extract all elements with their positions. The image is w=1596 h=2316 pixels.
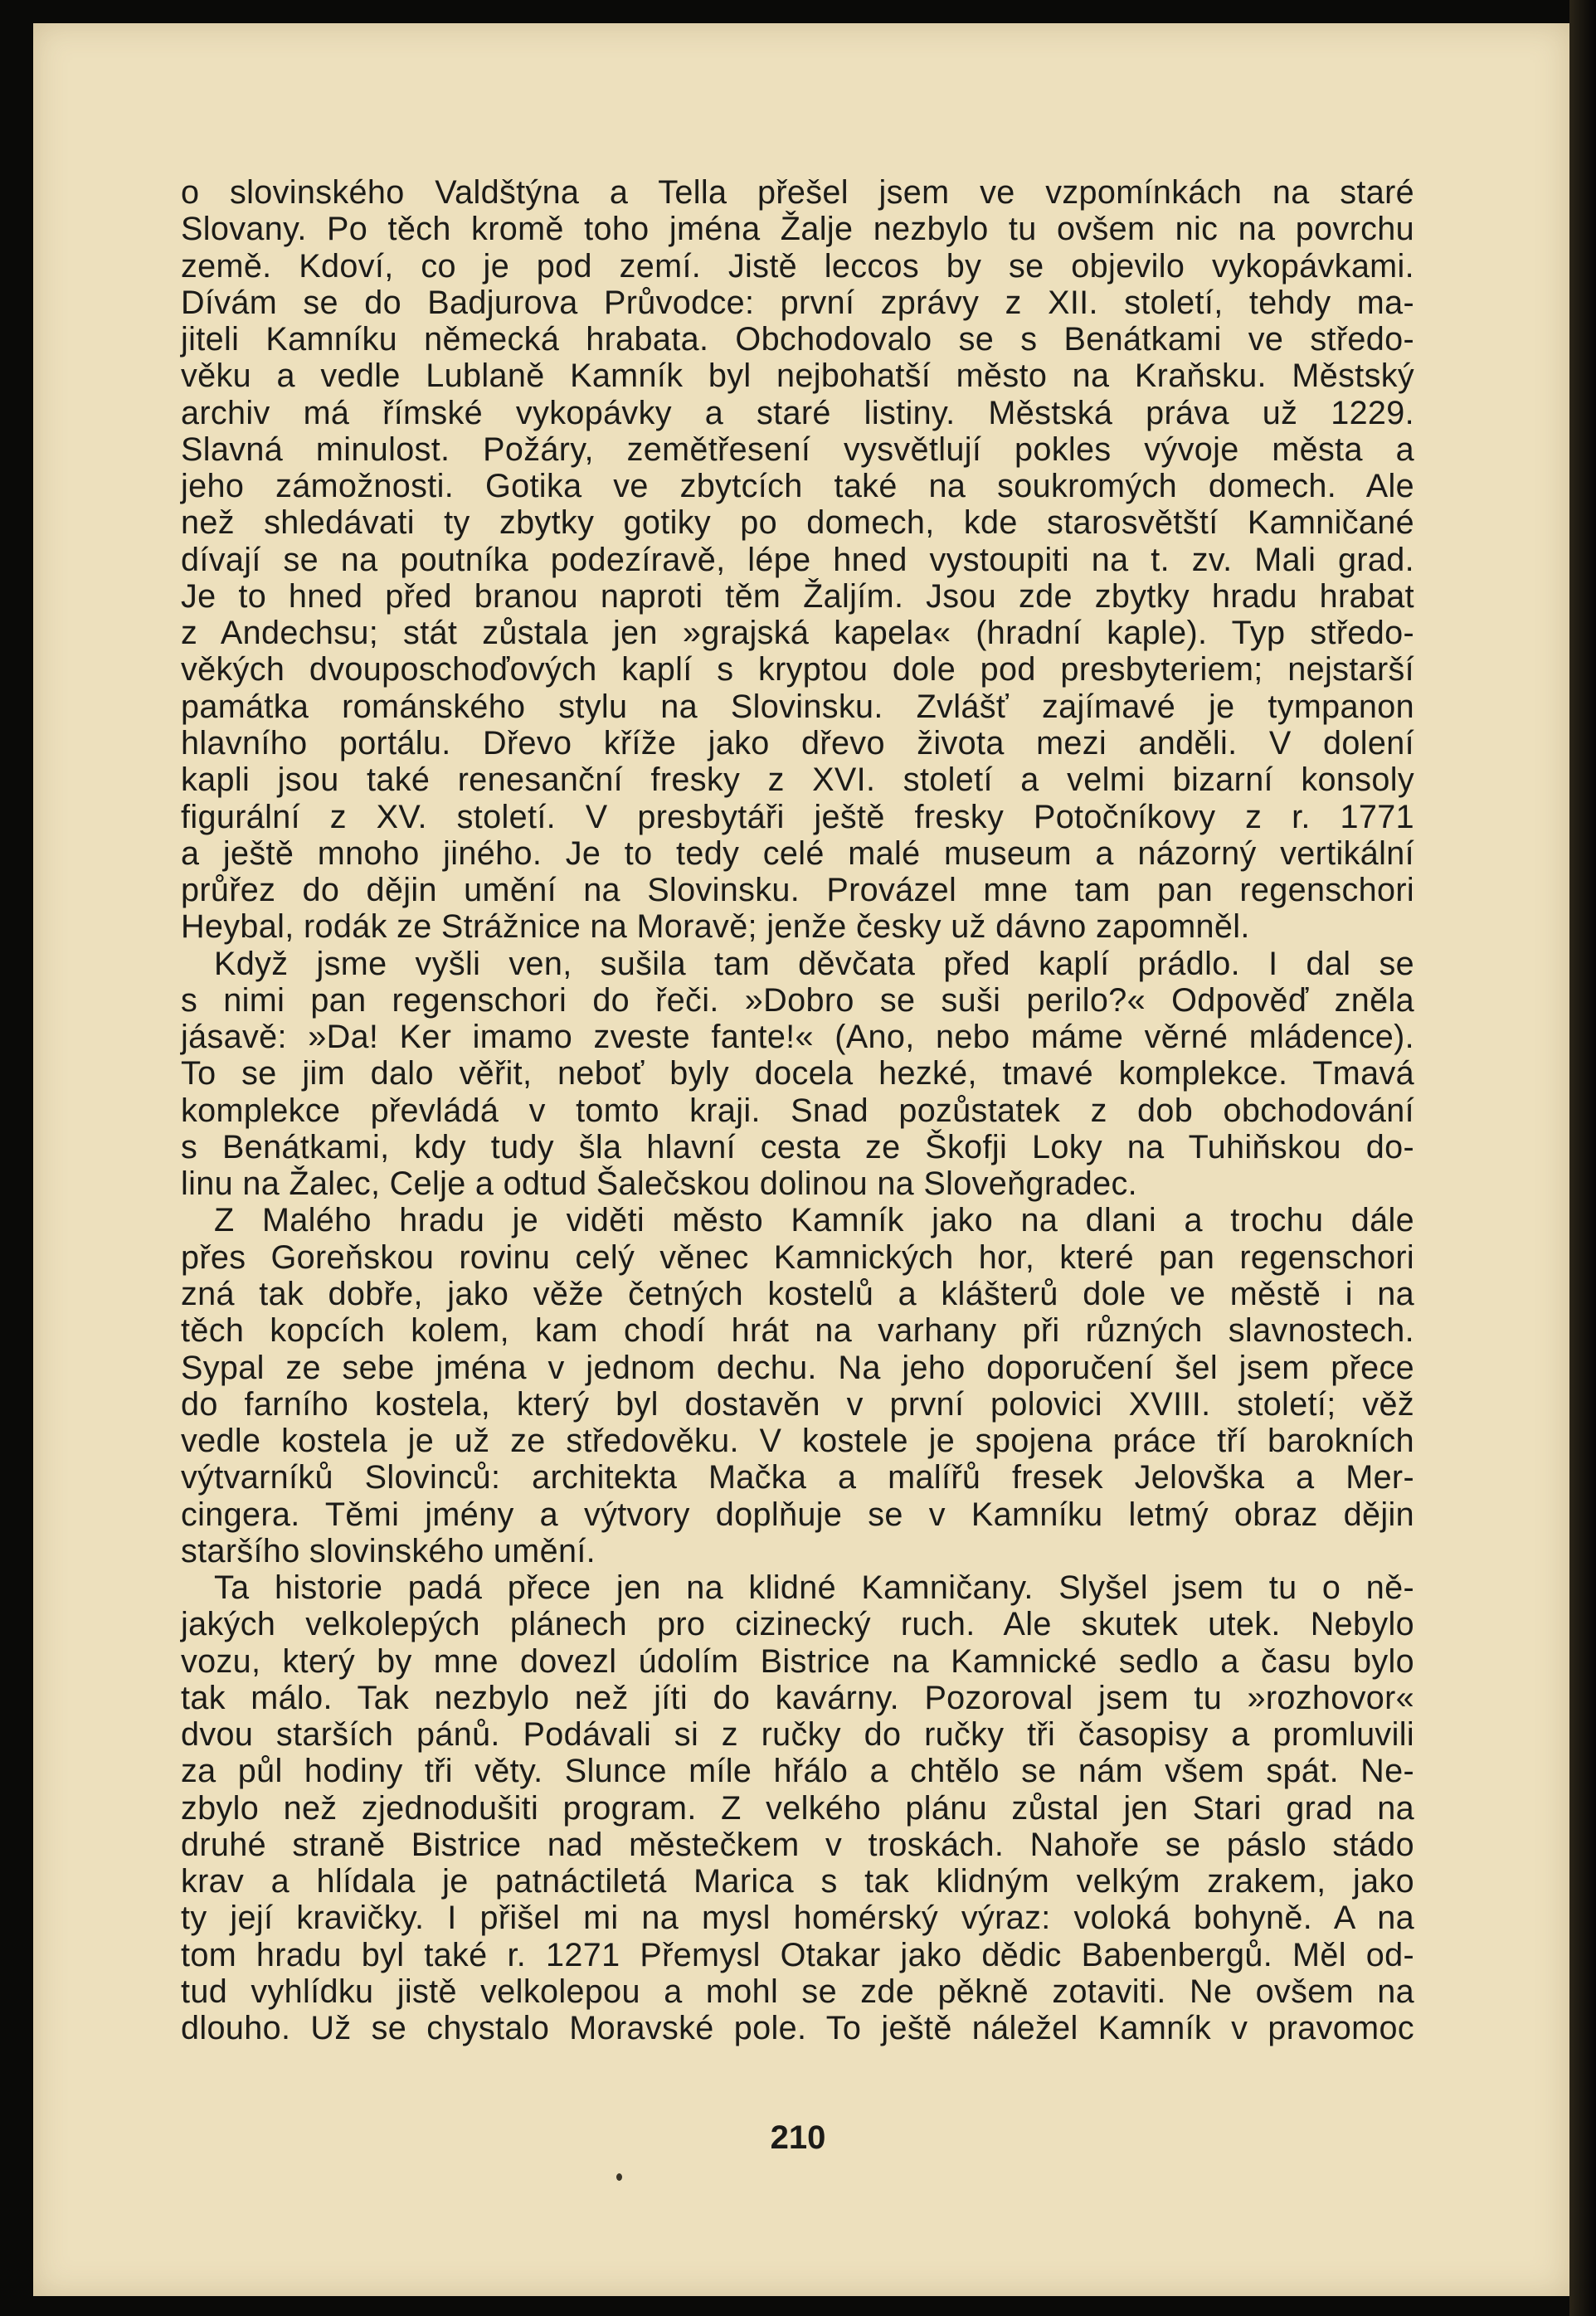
text-line: věku a vedle Lublaně Kamník byl nejbohatší město na Kraňsku. Městský [181,358,1414,395]
text-line: věkých dvouposchoďových kaplí s kryptou dole pod presbyteriem; nejstarší [181,651,1414,688]
text-line: Je to hned před branou naproti těm Žaljím. Jsou zde zbytky hradu hrabat [181,577,1414,615]
text-line: Ta historie padá přece jen na klidné Kamničany. Slyšel jsem tu o ně- [214,1569,1414,1607]
text-line: hlavního portálu. Dřevo kříže jako dřevo života mezi anděli. V dolení [181,724,1414,761]
text-line: z Andechsu; stát zůstala jen »grajská kapela« (hradní kaple). Typ středo- [181,615,1414,652]
text-line: dlouho. Už se chystalo Moravské pole. To ještě náležel Kamník v pravomoc [181,2010,1414,2047]
text-line: památka románského stylu na Slovinsku. Zvlášť zajímavé je tympanon [181,688,1414,725]
text-line: než shledávati ty zbytky gotiky po domech, kde starosvětští Kamničané [181,504,1414,542]
text-line: jásavě: »Da! Ker imamo zveste fante!« (Ano, nebo máme věrné mládence). [181,1019,1414,1056]
text-line: těch kopcích kolem, kam chodí hrát na varhany při různých slavnostech. [181,1312,1414,1350]
text-line: komplekce převládá v tomto kraji. Snad pozůstatek z dob obchodování [181,1092,1414,1129]
text-line: s Benátkami, kdy tudy šla hlavní cesta ze Škofji Loky na Tuhiňskou do- [181,1128,1414,1165]
text-line: s nimi pan regenschori do řeči. »Dobro se suši perilo?« Odpověď zněla [181,981,1414,1019]
body-text [181,174,1414,2047]
text-line: figurální z XV. století. V presbytáři ještě fresky Potočníkovy z r. 1771 [181,798,1414,835]
text-line: Když jsme vyšli ven, sušila tam děvčata před kaplí prádlo. I dal se [214,945,1414,982]
text-line: staršího slovinského umění. [181,1532,596,1569]
page-number: 210 [770,2119,826,2156]
text-line: Sypal ze sebe jména v jednom dechu. Na jeho doporučení šel jsem přece [181,1349,1414,1386]
print-speck [616,2173,622,2181]
text-line: tom hradu byl také r. 1271 Přemysl Otakar jako dědic Babenbergů. Měl od- [181,1936,1414,1973]
text-line: a ještě mnoho jiného. Je to tedy celé malé museum a názorný vertikální [181,834,1414,872]
text-line: průřez do dějin umění na Slovinsku. Provázel mne tam pan regenschori [181,872,1414,909]
text-line: zná tak dobře, jako věže četných kostelů a klášterů dole ve městě i na [181,1275,1414,1312]
text-line: dvou starších pánů. Podávali si z ručky do ručky tři časopisy a promluvili [181,1716,1414,1754]
text-line: tak málo. Tak nezbylo než jíti do kavárny. Pozoroval jsem tu »rozhovor« [181,1679,1414,1716]
text-line: archiv má římské vykopávky a staré listiny. Městská práva už 1229. [181,394,1414,431]
text-line: dívají se na poutníka podezíravě, lépe hned vystoupiti na t. zv. Mali grad. [181,541,1414,578]
text-line: tud vyhlídku jistě velkolepou a mohl se zde pěkně zotaviti. Ne ovšem na [181,1973,1414,2011]
text-line: do farního kostela, který byl dostavěn v první polovici XVIII. století; věž [181,1385,1414,1423]
text-line: jiteli Kamníku německá hrabata. Obchodovalo se s Benátkami ve středo- [181,321,1414,358]
text-line: jeho zámožnosti. Gotika ve zbytcích také na soukromých domech. Ale [181,468,1414,505]
text-line: kapli jsou také renesanční fresky z XVI. století a velmi bizarní konsoly [181,761,1414,799]
text-line: přes Goreňskou rovinu celý věnec Kamnických hor, které pan regenschori [181,1238,1414,1276]
text-line: země. Kdoví, co je pod zemí. Jistě leccos by se objevilo vykopávkami. [181,247,1414,285]
text-line: za půl hodiny tři věty. Slunce míle hřálo a chtělo se nám všem spát. Ne- [181,1753,1414,1790]
text-line: Z Malého hradu je viděti město Kamník jako na dlani a trochu dále [214,1202,1414,1239]
text-line: Heybal, rodák ze Strážnice na Moravě; jenže česky už dávno zapomněl. [181,908,1250,946]
text-line: ty její kravičky. I přišel mi na mysl homérský výraz: voloká bohyně. A na [181,1900,1414,1937]
text-line: linu na Žalec, Celje a odtud Šalečskou dolinou na Sloveňgradec. [181,1165,1137,1203]
text-line: Dívám se do Badjurova Průvodce: první zprávy z XII. století, tehdy ma- [181,284,1414,321]
page-edge-shadow [1569,0,1596,2316]
text-line: Slovany. Po těch kromě toho jména Žalje nezbylo tu ovšem nic na povrchu [181,211,1414,248]
text-line: krav a hlídala je patnáctiletá Marica s tak klidným velkým zrakem, jako [181,1863,1414,1900]
text-line: Slavná minulost. Požáry, zemětřesení vysvětlují pokles vývoje města a [181,431,1414,468]
text-line: zbylo než zjednodušiti program. Z velkého plánu zůstal jen Stari grad na [181,1789,1414,1827]
text-line: výtvarníků Slovinců: architekta Mačka a malířů fresek Jelovška a Mer- [181,1459,1414,1496]
text-line: To se jim dalo věřit, neboť byly docela hezké, tmavé komplekce. Tmavá [181,1055,1414,1092]
text-line: cingera. Těmi jmény a výtvory doplňuje se v Kamníku letmý obraz dějin [181,1496,1414,1533]
text-line: o slovinského Valdštýna a Tella přešel jsem ve vzpomínkách na staré [181,174,1414,211]
text-line: jakých velkolepých plánech pro cizinecký ruch. Ale skutek utek. Nebylo [181,1606,1414,1643]
text-line: vozu, který by mne dovezl údolím Bistrice na Kamnické sedlo a času bylo [181,1642,1414,1680]
text-line: vedle kostela je už ze středověku. V kostele je spojena práce tří barokních [181,1423,1414,1460]
text-line: druhé straně Bistrice nad městečkem v troskách. Nahoře se páslo stádo [181,1826,1414,1863]
